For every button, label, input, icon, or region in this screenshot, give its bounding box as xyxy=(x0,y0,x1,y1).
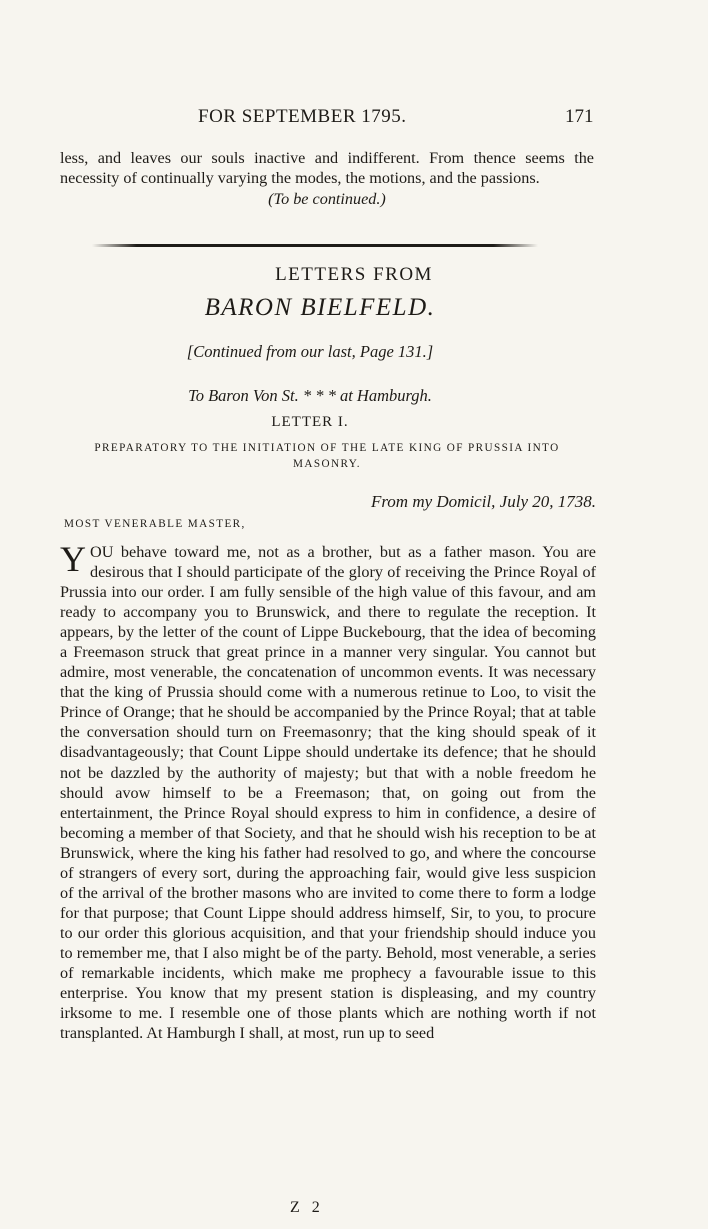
drop-cap: Y xyxy=(60,539,86,579)
to-be-continued: (To be continued.) xyxy=(268,190,386,209)
running-title: FOR SEPTEMBER 1795. xyxy=(198,106,407,127)
article-heading-line2: BARON BIELFELD. xyxy=(204,294,436,321)
salutation: MOST VENERABLE MASTER, xyxy=(64,518,246,530)
previous-article-text: less, and leaves our souls inactive and indifferent. From thence seems the necessity of continually varying the modes, the motions, and the passions. xyxy=(60,149,594,188)
section-divider xyxy=(92,244,538,247)
letter-subtitle: PREPARATORY TO THE INITIATION OF THE LATE KING OF PRUSSIA INTO MASONRY. xyxy=(94,442,560,470)
dateline: From my Domicil, July 20, 1738. xyxy=(370,492,596,511)
addressee-line: To Baron Von St. * * * at Hamburgh. xyxy=(188,386,432,405)
previous-article-ending xyxy=(60,148,594,210)
signature-mark: Z 2 xyxy=(290,1199,324,1216)
article-heading-line1: LETTERS FROM xyxy=(275,264,433,285)
letter-number: LETTER I. xyxy=(271,414,349,430)
page-number: 171 xyxy=(565,106,594,127)
letter-body-text: OU behave toward me, not as a brother, but as a father mason. You are desirous that I should participate of the glory of receiving the Prince Royal of Prussia into our order. I am fully sensible of the high value of this favour, and am ready to accompany you to Brunswick, and there to regulate the reception. It appears, by the letter of the count of Lippe Buckebourg, that the idea of becoming a Freemason struck that great prince in a manner very singular. You cannot but admire, most venerable, the concatenation of uncommon events. It was necessary that the king of Prussia should come with a numerous retinue to Loo, to visit the Prince of Orange; that he should be accompanied by the Prince Royal; that at table the conversation should turn on Freemasonry; that the king should speak of it disadvantageously; that Count Lippe should undertake its defence; that he should not be dazzled by the authority of majesty; but that with a noble freedom he should avow himself to be a Freemason; that, on going out from the entertainment, the Prince Royal should express to him in confidence, a desire of becoming a member of that Society, and that he should wish his reception to be at Brunswick, where the king his father had resolved to go, and where the concourse of strangers of every sort, during the approaching fair, would give less suspicion of the arrival of the brother masons who are invited to come there to form a lodge for that purpose; that Count Lippe should address himself, Sir, to you, to procure to our order this glorious acquisition, and that your friendship should induce you to remember me, that I also might be of the party. Behold, most venerable, a series of remarkable incidents, which make me prophecy a favourable issue to this enterprise. You know that my present station is displeasing, and my country irksome to me. I resemble one of those plants which are nothing worth if not transplanted. At Hamburgh I shall, at most, run up to seed xyxy=(60,543,596,1043)
letter-body xyxy=(60,539,596,1043)
continuation-note: [Continued from our last, Page 131.] xyxy=(186,342,434,361)
